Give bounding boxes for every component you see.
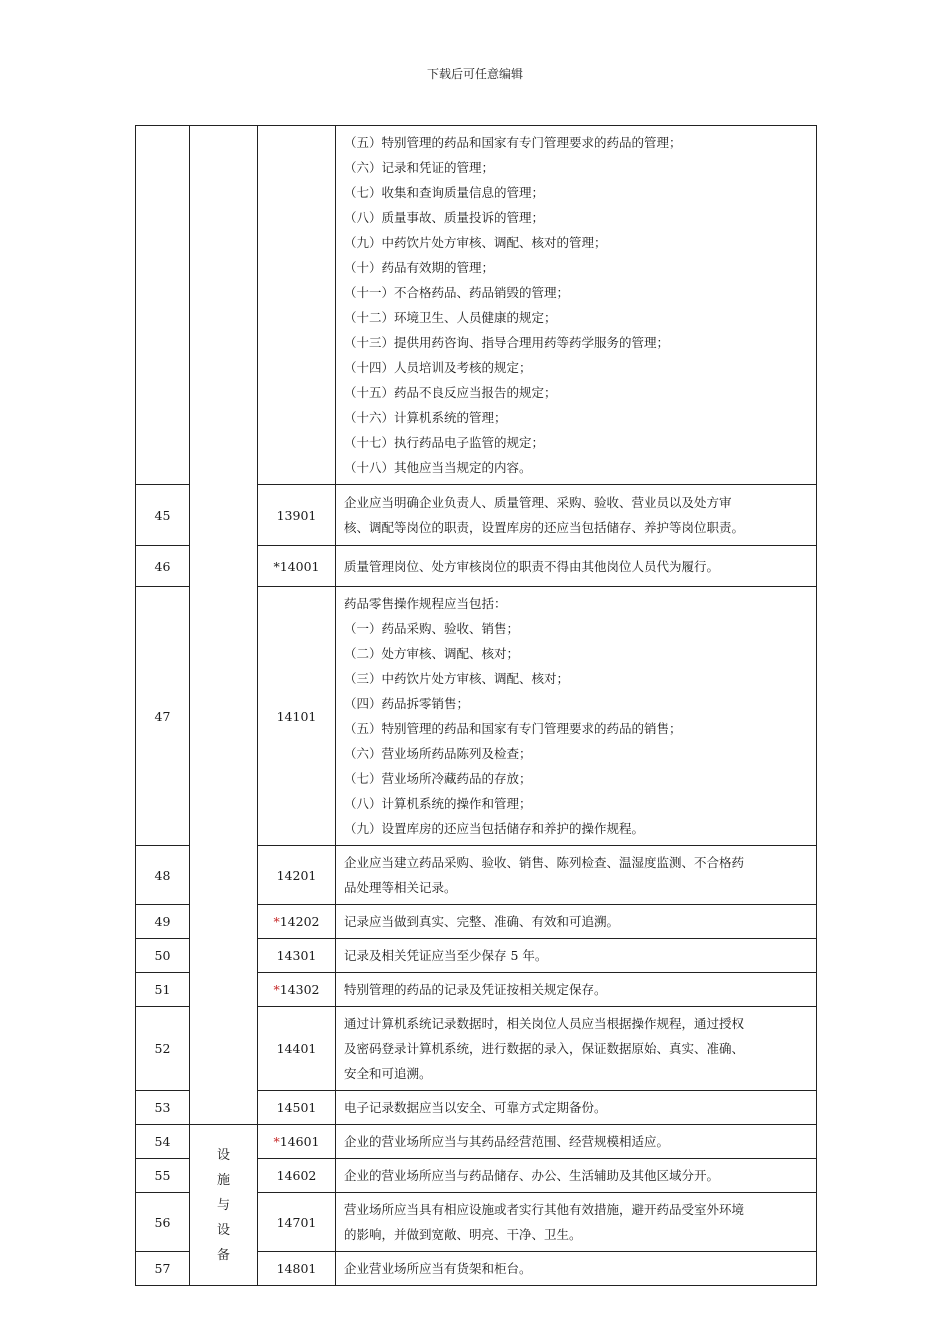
row-number: 54 <box>136 1125 190 1159</box>
content-line: 企业的营业场所应当与药品储存、办公、生活辅助及其他区域分开。 <box>344 1168 720 1183</box>
inspection-items-table <box>135 125 817 1286</box>
content-line: （十五）药品不良反应当报告的规定； <box>344 385 557 400</box>
row-number <box>136 126 190 485</box>
content-line: （十二）环境卫生、人员健康的规定； <box>344 310 557 325</box>
item-code: *14202 <box>258 905 336 939</box>
category-char: 设 <box>216 1222 230 1238</box>
item-content <box>336 485 817 546</box>
content-line: 企业的营业场所应当与其药品经营范围、经营规模相适应。 <box>344 1134 670 1149</box>
item-code: *14302 <box>258 973 336 1007</box>
content-line: 安全和可追溯。 <box>344 1066 432 1081</box>
content-line: 营业场所应当具有相应设施或者实行其他有效措施，避开药品受室外环境 <box>344 1202 745 1217</box>
content-line: 品处理等相关记录。 <box>344 880 457 895</box>
row-number: 52 <box>136 1007 190 1091</box>
item-content <box>336 587 817 846</box>
row-number: 55 <box>136 1159 190 1193</box>
table-row <box>136 1125 817 1159</box>
item-code: 14301 <box>258 939 336 973</box>
content-line: （三）中药饮片处方审核、调配、核对； <box>344 671 570 686</box>
table-row <box>136 126 817 485</box>
content-line: （八）质量事故、质量投诉的管理； <box>344 210 545 225</box>
category-char: 与 <box>216 1197 230 1213</box>
item-code <box>258 126 336 485</box>
page-header: 下载后可任意编辑 <box>426 67 523 81</box>
item-content <box>336 939 817 973</box>
content-line: （十一）不合格药品、药品销毁的管理； <box>344 285 570 300</box>
row-number: 47 <box>136 587 190 846</box>
key-item-mark: * <box>273 1134 280 1149</box>
content-line: （五）特别管理的药品和国家有专门管理要求的药品的销售； <box>344 721 682 736</box>
key-item-mark: * <box>273 982 280 997</box>
content-line: 电子记录数据应当以安全、可靠方式定期备份。 <box>344 1100 607 1115</box>
content-line: （十八）其他应当当规定的内容。 <box>344 460 532 475</box>
content-line: （九）设置库房的还应当包括储存和养护的操作规程。 <box>344 821 645 836</box>
key-item-mark: * <box>273 914 280 929</box>
row-number: 46 <box>136 546 190 587</box>
content-line: （十）药品有效期的管理； <box>344 260 495 275</box>
content-line: 特别管理的药品的记录及凭证按相关规定保存。 <box>344 982 607 997</box>
item-code: *14601 <box>258 1125 336 1159</box>
row-number: 50 <box>136 939 190 973</box>
content-line: 通过计算机系统记录数据时，相关岗位人员应当根据操作规程，通过授权 <box>344 1016 745 1031</box>
content-line: 核、调配等岗位的职责，设置库房的还应当包括储存、养护等岗位职责。 <box>344 520 745 535</box>
content-line: （六）记录和凭证的管理； <box>344 160 495 175</box>
row-number: 45 <box>136 485 190 546</box>
content-line: （十七）执行药品电子监管的规定； <box>344 435 545 450</box>
item-code: 14201 <box>258 846 336 905</box>
content-line: （十三）提供用药咨询、指导合理用药等药学服务的管理； <box>344 335 670 350</box>
item-content <box>336 973 817 1007</box>
content-line: （十六）计算机系统的管理； <box>344 410 507 425</box>
content-line: （七）收集和查询质量信息的管理； <box>344 185 545 200</box>
content-line: （七）营业场所冷藏药品的存放； <box>344 771 532 786</box>
content-line: 企业营业场所应当有货架和柜台。 <box>344 1261 532 1276</box>
content-line: 企业应当建立药品采购、验收、销售、陈列检查、温湿度监测、不合格药 <box>344 855 745 870</box>
category-char: 施 <box>216 1172 230 1188</box>
item-content <box>336 905 817 939</box>
category-char: 备 <box>216 1247 230 1263</box>
category-cell-facilities <box>190 1125 258 1286</box>
item-content <box>336 1159 817 1193</box>
item-content <box>336 126 817 485</box>
item-content <box>336 1091 817 1125</box>
content-line: （一）药品采购、验收、销售； <box>344 621 520 636</box>
content-line: 的影响，并做到宽敞、明亮、干净、卫生。 <box>344 1227 582 1242</box>
category-cell <box>190 126 258 1125</box>
row-number: 49 <box>136 905 190 939</box>
item-content <box>336 1252 817 1286</box>
content-line: 记录及相关凭证应当至少保存 5 年。 <box>344 948 548 963</box>
item-content <box>336 1125 817 1159</box>
content-line: （五）特别管理的药品和国家有专门管理要求的药品的管理； <box>344 135 682 150</box>
item-code: 14101 <box>258 587 336 846</box>
item-code: 14501 <box>258 1091 336 1125</box>
row-number: 56 <box>136 1193 190 1252</box>
content-line: （四）药品拆零销售； <box>344 696 470 711</box>
row-number: 48 <box>136 846 190 905</box>
content-line: 记录应当做到真实、完整、准确、有效和可追溯。 <box>344 914 620 929</box>
category-char: 设 <box>216 1147 230 1163</box>
item-content <box>336 1193 817 1252</box>
content-line: 企业应当明确企业负责人、质量管理、采购、验收、营业员以及处方审 <box>344 495 732 510</box>
content-line: 及密码登录计算机系统，进行数据的录入，保证数据原始、真实、准确、 <box>344 1041 745 1056</box>
content-line: （八）计算机系统的操作和管理； <box>344 796 532 811</box>
row-number: 51 <box>136 973 190 1007</box>
content-line: 质量管理岗位、处方审核岗位的职责不得由其他岗位人员代为履行。 <box>344 558 720 574</box>
content-line: 药品零售操作规程应当包括： <box>344 596 507 611</box>
content-line: （十四）人员培训及考核的规定； <box>344 360 532 375</box>
item-code: 14401 <box>258 1007 336 1091</box>
content-line: （二）处方审核、调配、核对； <box>344 646 520 661</box>
item-code: 14701 <box>258 1193 336 1252</box>
row-number: 57 <box>136 1252 190 1286</box>
item-code: 14602 <box>258 1159 336 1193</box>
row-number: 53 <box>136 1091 190 1125</box>
content-line: （九）中药饮片处方审核、调配、核对的管理； <box>344 235 607 250</box>
item-content <box>336 846 817 905</box>
item-content <box>336 1007 817 1091</box>
item-code: 14801 <box>258 1252 336 1286</box>
item-content <box>336 546 817 587</box>
item-code: 13901 <box>258 485 336 546</box>
item-code: *14001 <box>258 546 336 587</box>
content-line: （六）营业场所药品陈列及检查； <box>344 746 532 761</box>
